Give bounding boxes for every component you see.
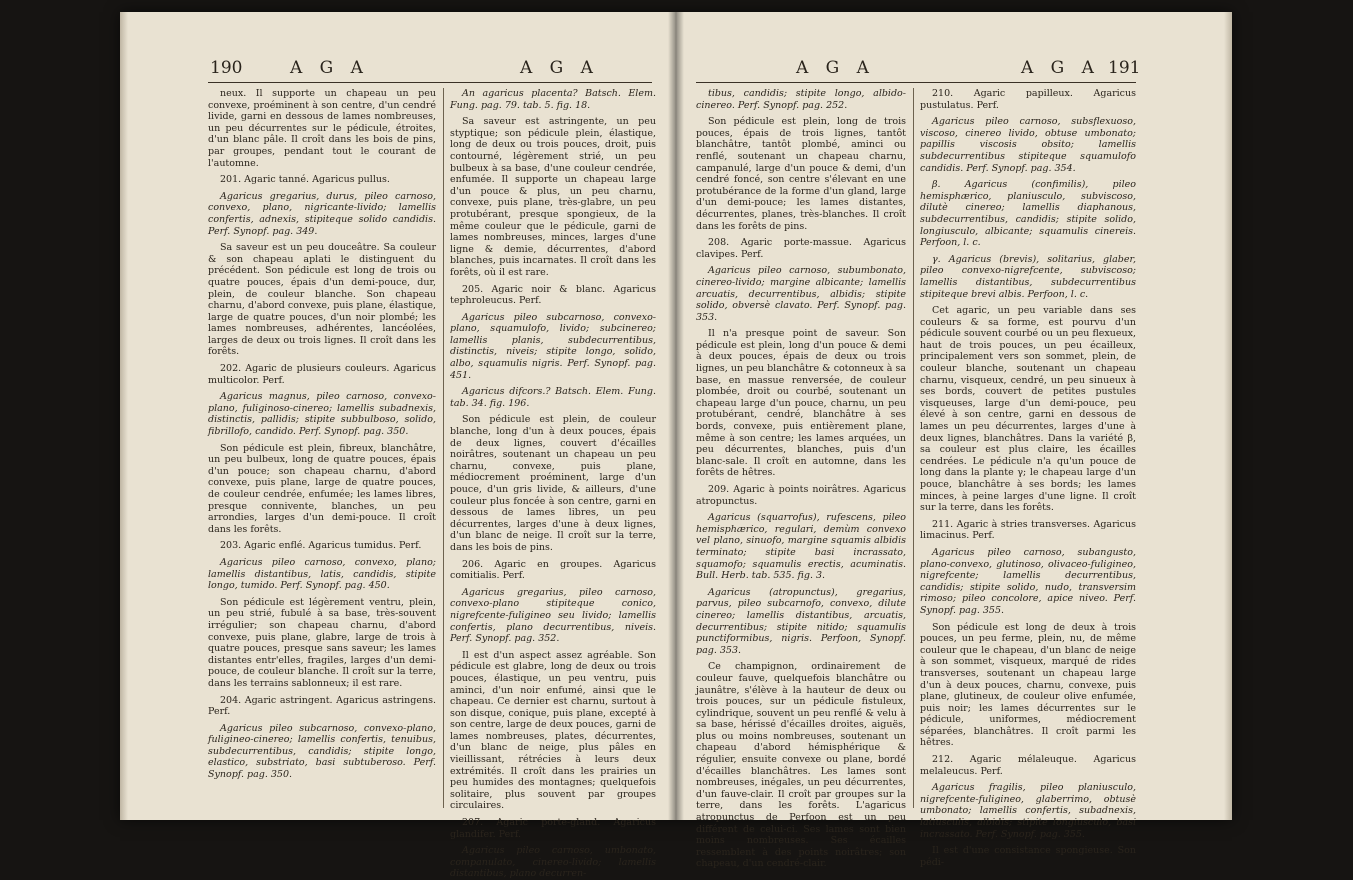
left-column-divider bbox=[443, 88, 444, 808]
left-col2-latin-diagnosis: Agaricus pileo subcarnoso, convexo-plano, squamulofo, livido; subcinereo; lamellis planis, subdecurrentibus, distinctis, niveis; stipite longo, solido, albo, squamulis nigris. Perf. Synopf. pag. 451. bbox=[450, 311, 656, 381]
open-book bbox=[120, 12, 1232, 880]
left-col2-description-paragraph: Il est d'un aspect assez agréable. Son pédicule est glabre, long de deux ou trois pouces, élastique, un peu ventru, puis aminci, d'un noir enfumé, ainsi que le chapeau. Ce dernier est charnu, surtout à son disque, conique, puis plane, excepté à son centre, large de deux pouces, garni de lames nombreuses, plates, décurrentes, d'un blanc de neige, plus pâles en vieillissant, rétrécies à leurs deux extrémités. Il croît dans les prairies un peu humides des montagnes; quelquefois solitaire, plus souvent par groupes circulaires. bbox=[450, 649, 656, 812]
left-col2-description-paragraph: Sa saveur est astringente, un peu styptique; son pédicule plein, élastique, long de deux ou trois pouces, droit, puis contourné, légèrement strié, un peu bulbeux à sa base, d'une couleur cendrée, enfumée. Il supporte un chapeau large d'un pouce & plus, un peu charnu, convexe, puis plane, très-glabre, un peu protubérant, presque spongieux, de la même couleur que le pédicule, garni de lames nombreuses, minces, larges d'une ligne & demie, décurrentes, d'abord blanches, puis incarnates. Il croît dans les forêts, où il est rare. bbox=[450, 116, 656, 278]
left-col2-entry-heading: 205. Agaric noir & blanc. Agaricus tephroleucus. Perf. bbox=[450, 283, 656, 307]
left-col2-latin-diagnosis: Agaricus gregarius, pileo carnoso, convexo-plano stipiteque conico, nigrefcente-fuligineo seu livido; lamellis confertis, plano decurrentibus, niveis. Perf. Synopf. pag. 352. bbox=[450, 586, 656, 645]
right-col2-latin-diagnosis: Agaricus pileo carnoso, subangusto, plano-convexo, glutinoso, olivaceo-fuligineo, nigrefcente; lamellis decurrentibus, candidis; stipite solido, nudo, transversim rimoso; pileo concolore, apice niveo. Perf. Synopf. pag. 355. bbox=[920, 546, 1136, 616]
right-col2-latin-diagnosis: Agaricus pileo carnoso, subsflexuoso, viscoso, cinereo livido, obtuse umbonato; papillis viscosis obsito; lamellis subdecurrentibus stipiteque squamulofo candidis. Perf. Synopf. pag. 354. bbox=[920, 116, 1136, 174]
left-col1-entry-heading: 203. Agaric enflé. Agaricus tumidus. Perf. bbox=[220, 540, 422, 552]
right-col1-description-paragraph: Son pédicule est plein, long de trois pouces, épais de trois lignes, tantôt blanchâtre, tantôt plombé, aminci ou renflé, soutenant un chapeau charnu, campanulé, large d'un pouce & demi, d'un cendré foncé, son centre s'élevant en une protubérance de la forme d'un gland, large d'un demi-pouce; les lames distantes, décurrentes, planes, très-blanches. Il croît dans les forêts de pins. bbox=[696, 116, 906, 232]
left-col1-description-paragraph: neux. Il supporte un chapeau un peu convexe, proéminent à son centre, d'un cendré livide, garni en dessous de lames nombreuses, un peu décurrentes sur le pédicule, étroites, d'un blanc pâle. Il croît dans les bois de pins, par groupes, pendant tout le courant de l'automne. bbox=[208, 88, 436, 169]
right-head-title-1: A G A bbox=[796, 58, 875, 78]
right-col1-entry-heading: 208. Agaric porte-massue. Agaricus clavipes. Perf. bbox=[696, 237, 906, 260]
right-col2-entry-heading: 210. Agaric papilleux. Agaricus pustulatus. Perf. bbox=[920, 88, 1136, 111]
right-page-number: 191 bbox=[1108, 58, 1141, 78]
left-col1-entry-heading: 202. Agaric de plusieurs couleurs. Agaricus multicolor. Perf. bbox=[208, 363, 436, 386]
left-col2-latin-diagnosis: Agaricus pileo carnoso, umbonato, companulato, cinereo-livido; lamellis distantibus, plano decurren- bbox=[450, 845, 656, 880]
left-head-rule bbox=[208, 82, 652, 83]
right-col2-latin-diagnosis: γ. Agaricus (brevis), solitarius, glaber, pileo convexo-nigrefcente, subviscoso; lamellis distantibus, subdecurrentibus stipiteque brevi albis. Perfoon, l. c. bbox=[920, 253, 1136, 300]
left-head-title-1: A G A bbox=[290, 58, 369, 78]
left-page bbox=[120, 12, 676, 880]
left-col1-latin-diagnosis: Agaricus pileo subcarnoso, convexo-plano, fuligineo-cinereo; lamellis confertis, tenuibus, subdecurrentibus, candidis; stipite longo, elastico, substriato, basi subtuberoso. Perf. Synopf. pag. 350. bbox=[208, 722, 436, 781]
left-col1-latin-diagnosis: Agaricus pileo carnoso, convexo, plano; lamellis distantibus, latis, candidis, stipite longo, tumido. Perf. Synopf. pag. 450. bbox=[208, 556, 436, 592]
left-column-2 bbox=[450, 88, 656, 880]
right-col2-latin-diagnosis: Agaricus fragilis, pileo planiusculo, nigrefcente-fuligineo, glaberrimo, obtusè umbonato; lamellis confertis, subadnexis, latiusculis, albidis; stipite longiusculo, basi incrassato. Perf. Synopf. pag. 355. bbox=[920, 782, 1136, 840]
right-col2-latin-diagnosis: β. Agaricus (confimilis), pileo hemisphærico, planiusculo, subviscoso, dilutè cinereo; lamellis diaphanous, subdecurrentibus, candidis; stipite solido, longiusculo, albicante; squamulis cinereis. Perfoon, l. c. bbox=[920, 179, 1136, 249]
left-col1-latin-diagnosis: Agaricus magnus, pileo carnoso, convexo-plano, fuliginoso-cinereo; lamellis subadnexis, distinctis, pallidis; stipite subbulboso, solido, fibrillofo, candido. Perf. Synopf. pag. 350. bbox=[208, 391, 436, 438]
right-col1-description-paragraph: Il n'a presque point de saveur. Son pédicule est plein, long d'un pouce & demi à deux pouces, épais de deux ou trois lignes, un peu blanchâtre & cotonneux à sa base, en massue renversée, de couleur plombée, droit ou courbé, soutenant un chapeau large d'un pouce, charnu, un peu protubérant, cendré, blanchâtre à ses bords, convexe, puis entièrement plane, même à son centre; les lames arquées, un peu décurrentes, blanches, puis d'un blanc-sale. Il croît en automne, dans les forêts de hêtres. bbox=[696, 328, 906, 479]
left-col2-entry-heading: 206. Agaric en groupes. Agaricus comitialis. Perf. bbox=[450, 558, 656, 582]
right-column-2 bbox=[920, 88, 1136, 868]
right-col1-latin-diagnosis: Agaricus pileo carnoso, subumbonato, cinereo-livido; margine albicante; lamellis arcuatis, decurrentibus, albidis; stipite solido, obversè clavato. Perf. Synopf. pag. 353. bbox=[696, 265, 906, 323]
right-column-divider bbox=[913, 88, 914, 808]
right-col1-entry-heading: 209. Agaric à points noirâtres. Agaricus atropunctus. bbox=[696, 484, 906, 507]
left-page-number: 190 bbox=[210, 58, 243, 78]
right-col1-description-paragraph: Ce champignon, ordinairement de couleur fauve, quelquefois blanchâtre ou jaunâtre, s'élève à la hauteur de deux ou trois pouces, sur un pédicule fistuleux, cylindrique, souvent un peu renflé & velu à sa base, hérissé d'écailles droites, aiguës, plus ou moins nombreuses, soutenant un chapeau d'abord hémisphérique & régulier, ensuite convexe ou plane, bordé d'écailles blanchâtres. Les lames sont nombreuses, inégales, un peu décurrentes, d'un fauve-clair. Il croît par groupes sur la terre, dans les forêts. L'agaricus atropunctus de Perfoon est un peu différent de celui-ci. Ses lames sont bien moins nombreuses. Ses écailles ressemblent à des points noirâtres; son chapeau, d'un cendré-clair. bbox=[696, 661, 906, 870]
right-col2-entry-heading: 211. Agaric à stries transverses. Agaricus limacinus. Perf. bbox=[920, 518, 1136, 542]
right-col2-description-paragraph: Son pédicule est long de deux à trois pouces, un peu ferme, plein, nu, de même couleur que le chapeau, d'un blanc de neige à son sommet, visqueux, marqué de rides transverses, soutenant un chapeau large d'un à deux pouces, charnu, convexe, puis plane, glutineux, de couleur olive enfumée, puis noir; les lames décurrentes sur le pédicule, uniformes, médiocrement séparées, blanchâtres. Il croît parmi les hêtres. bbox=[920, 621, 1136, 749]
right-col2-entry-heading: 212. Agaric mélaleuque. Agaricus melaleucus. Perf. bbox=[920, 754, 1136, 777]
left-col1-description-paragraph: Son pédicule est légèrement ventru, plein, un peu strié, fubulé à sa base, très-souvent irrégulier; son chapeau charnu, d'abord convexe, puis plane, glabre, large de trois à quatre pouces, presque sans saveur; les lames distantes entr'elles, fragiles, larges d'un demi-pouce, de couleur blanche. Il croît sur la terre, dans les terrains sablonneux; il est rare. bbox=[208, 596, 436, 689]
right-running-head bbox=[676, 58, 1232, 84]
right-col1-latin-diagnosis: Agaricus (atropunctus), gregarius, parvus, pileo subcarnofo, convexo, dilute cinereo; lamellis distantibus, arcuatis, decurrentibus; stipite nitido; squamulis punctiformibus, nigris. Perfoon, Synopf. pag. 353. bbox=[696, 586, 906, 656]
right-col2-description-paragraph: Il est d'une consistance spongieuse. Son pédi- bbox=[920, 845, 1136, 868]
left-col2-entry-heading: 207. Agaric porte-gland. Agaricus glandifer. Perf. bbox=[450, 817, 656, 840]
left-running-head bbox=[120, 58, 676, 84]
left-col1-entry-heading: 201. Agaric tanné. Agaricus pullus. bbox=[220, 174, 390, 186]
right-col2-description-paragraph: Cet agaric, un peu variable dans ses couleurs & sa forme, est pourvu d'un pédicule souvent courbé ou un peu flexueux, haut de trois pouces, un peu écailleux, principalement vers son sommet, plein, de couleur blanche, soutenant un chapeau charnu, visqueux, cendré, un peu sinueux à ses bords, couvert de petites pustules visqueuses, large d'un demi-pouce, peu élevé à son centre, garni en dessous de lames un peu décurrentes, larges d'une à deux lignes, blanchâtres. Dans la variété β, sa couleur est plus claire, les écailles cendrées. Le pédicule n'a qu'un pouce de long dans la plante γ; le chapeau large d'un pouce, blanchâtre à ses bords; les lames minces, à peine larges d'une ligne. Il croît sur la terre, dans les forêts. bbox=[920, 305, 1136, 514]
left-col1-entry-heading: 204. Agaric astringent. Agaricus astringens. Perf. bbox=[208, 694, 436, 718]
right-col1-latin-diagnosis: tibus, candidis; stipite longo, albido-cinereo. Perf. Synopf. pag. 252. bbox=[696, 88, 906, 111]
left-col1-description-paragraph: Son pédicule est plein, fibreux, blanchâtre, un peu bulbeux, long de quatre pouces, épais d'un pouce; son chapeau charnu, d'abord convexe, puis plane, large de quatre pouces, de couleur cendrée, enfumée; les lames libres, presque connivente, blanches, un peu arrondies, larges d'un demi-pouce. Il croît dans les forêts. bbox=[208, 442, 436, 535]
right-col1-latin-diagnosis: Agaricus (squarrofus), rufescens, pileo hemisphærico, regulari, demùm convexo vel plano, sinuofo, margine squamis albidis terminato; stipite basi incrassato, squamofo; squamulis erectis, acuminatis. Bull. Herb. tab. 535. fig. 3. bbox=[696, 512, 906, 582]
right-column-1 bbox=[696, 88, 906, 870]
left-head-title-2: A G A bbox=[520, 58, 599, 78]
left-col1-latin-diagnosis: Agaricus gregarius, durus, pileo carnoso, convexo, plano, nigricante-livido; lamellis confertis, adnexis, stipiteque solido candidis. Perf. Synopf. pag. 349. bbox=[208, 190, 436, 237]
left-column-1 bbox=[208, 88, 436, 808]
right-page bbox=[676, 12, 1232, 870]
left-col2-latin-diagnosis: Agaricus difcors.? Batsch. Elem. Fung. tab. 34. fig. 196. bbox=[450, 386, 656, 409]
right-head-rule bbox=[696, 82, 1136, 83]
left-col1-description-paragraph: Sa saveur est un peu douceâtre. Sa couleur & son chapeau aplati le distinguent du précédent. Son pédicule est long de trois ou quatre pouces, épais d'un demi-pouce, dur, plein, de couleur blanche. Son chapeau charnu, d'abord convexe, puis plane, élastique, large de quatre pouces, d'un noir plombé; les lames nombreuses, adhérentes, lancéolées, larges de deux ou trois lignes. Il croît dans les forêts. bbox=[208, 242, 436, 358]
left-col2-latin-diagnosis: An agaricus placenta? Batsch. Elem. Fung. pag. 79. tab. 5. fig. 18. bbox=[450, 88, 656, 111]
left-col2-description-paragraph: Son pédicule est plein, de couleur blanche, long d'un à deux pouces, épais de deux lignes, couvert d'écailles noirâtres, soutenant un chapeau un peu charnu, convexe, puis plane, médiocrement proéminent, large d'un pouce, d'un gris livide, & ailleurs, d'une couleur plus foncée à son centre, garni en dessous de lames libres, un peu décurrentes, larges d'une à deux lignes, d'un blanc de neige. Il croît sur la terre, dans les bois de pins. bbox=[450, 414, 656, 553]
right-head-title-2: A G A bbox=[1021, 58, 1100, 78]
